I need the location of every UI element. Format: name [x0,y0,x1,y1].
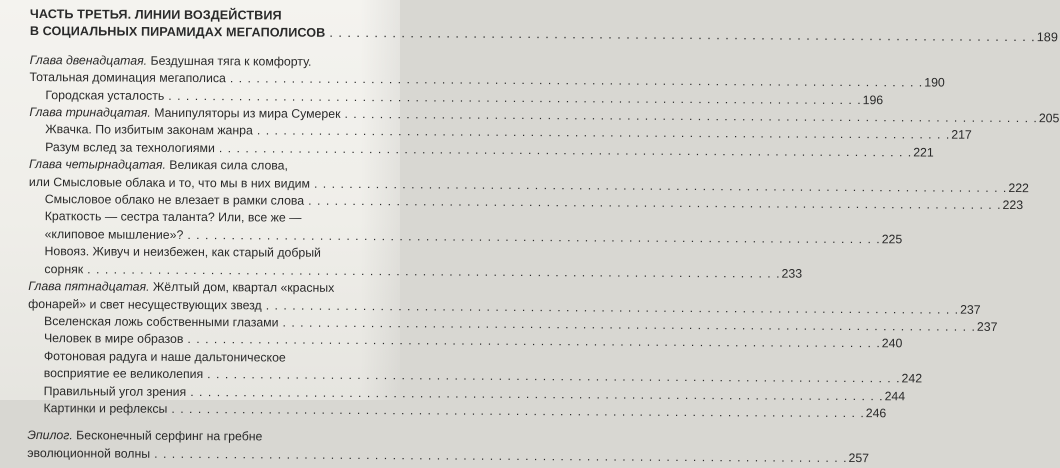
epilogue-title: Бесконечный серфинг на гребне [72,428,263,444]
page-number: 217 [951,128,972,143]
chapter-title-cont: или Смысловые облака и то, что мы в них видим [28,174,311,191]
toc-entry-cont [28,261,803,281]
toc-entry [29,87,884,107]
page-number: 242 [901,371,923,386]
chapter-title: Бездушная тяга к комфорту. [147,53,312,69]
chapter-title: Жёлтый дом, квартал «красных [149,279,335,295]
chapter-label: Глава четырнадцатая. [28,157,166,173]
page-number: 244 [884,388,906,403]
entry-title: Жвачка. По избитым законам жанра [45,122,253,138]
chapter-title: Великая сила слова, [165,158,289,173]
entry-title-cont: сорняк [44,261,84,277]
epilogue-heading-cont [27,445,870,465]
dot-leader [308,193,1001,215]
chapter-title: Манипуляторы из мира Сумерек [150,105,341,121]
entry-title: Картинки и рефлексы [43,401,168,416]
entry-title-cont: «клиповое мышление»? [44,226,184,242]
page-number: 189 [1036,30,1059,45]
page-number: 221 [913,145,934,160]
toc-entry [28,348,372,368]
toc-entry [27,400,887,421]
page-number: 257 [848,450,870,465]
toc-entry [28,243,372,263]
entry-title: Новояз. Живуч и неизбежен, как старый добрый [44,244,321,261]
chapter-label: Глава пятнадцатая. [28,279,150,294]
entry-title: Фотоновая радуга и наше дальтоническое [43,348,286,365]
epilogue-title-cont: эволюционной волны [27,445,151,461]
page-number: 222 [1008,180,1029,195]
epilogue-heading [27,427,371,447]
toc-entry [29,121,972,143]
toc-entry [28,330,903,351]
toc-entry [29,208,373,228]
page-number: 233 [781,266,803,281]
chapter-14-heading-cont [28,174,1029,195]
chapter-13-heading [29,104,1060,126]
entry-title: Правильный угол зрения [43,383,187,399]
page-number: 225 [881,232,903,247]
part-title-line-1: ЧАСТЬ ТРЕТЬЯ. ЛИНИИ ВОЗДЕЙСТВИЯ [29,6,282,23]
entry-title: Смысловое облако не влезает в рамки слова [44,192,305,208]
page-number: 196 [862,92,884,107]
dot-leader [154,446,847,468]
toc-entry [28,383,906,403]
chapter-12-heading [30,52,374,72]
page-number: 246 [865,406,887,421]
toc-entry [29,191,1024,213]
entry-title: Разум вслед за технологиями [45,139,215,155]
entry-title: Вселенская ложь собственными глазами [44,313,279,330]
entry-title-cont: восприятие ее великолепия [43,366,204,382]
chapter-12-heading-cont [29,69,945,90]
part-heading [29,6,1059,45]
toc-entry-cont [28,365,923,386]
epilogue-label: Эпилог. [27,428,73,443]
chapter-title-cont: фонарей» и свет несуществующих звезд [28,296,262,312]
dot-leader [329,25,1035,47]
chapter-label: Глава двенадцатая. [29,52,148,68]
chapter-14-heading [29,156,373,176]
toc-entry-cont [29,226,903,247]
chapter-15-heading [28,278,372,298]
table-of-contents [27,6,1060,465]
chapter-label: Глава тринадцатая. [29,105,151,120]
page-number: 205 [1038,111,1060,126]
toc-entry [29,139,934,160]
entry-title: Человек в мире образов [43,331,184,347]
part-title-line-2: В СОЦИАЛЬНЫХ ПИРАМИДАХ МЕГАПОЛИСОВ [29,24,326,41]
chapter-15-heading-cont [28,295,981,317]
page-number: 190 [924,75,945,90]
page-number: 237 [960,302,981,317]
entry-title: Краткость — сестра таланта? Или, все же — [44,209,302,226]
entry-title: Городская усталость [45,87,165,103]
page-number: 223 [1002,198,1024,213]
chapter-title-cont: Тотальная доминация мегаполиса [29,70,226,86]
page-number: 237 [976,319,998,334]
toc-entry [28,313,998,334]
page-number: 240 [881,336,903,351]
